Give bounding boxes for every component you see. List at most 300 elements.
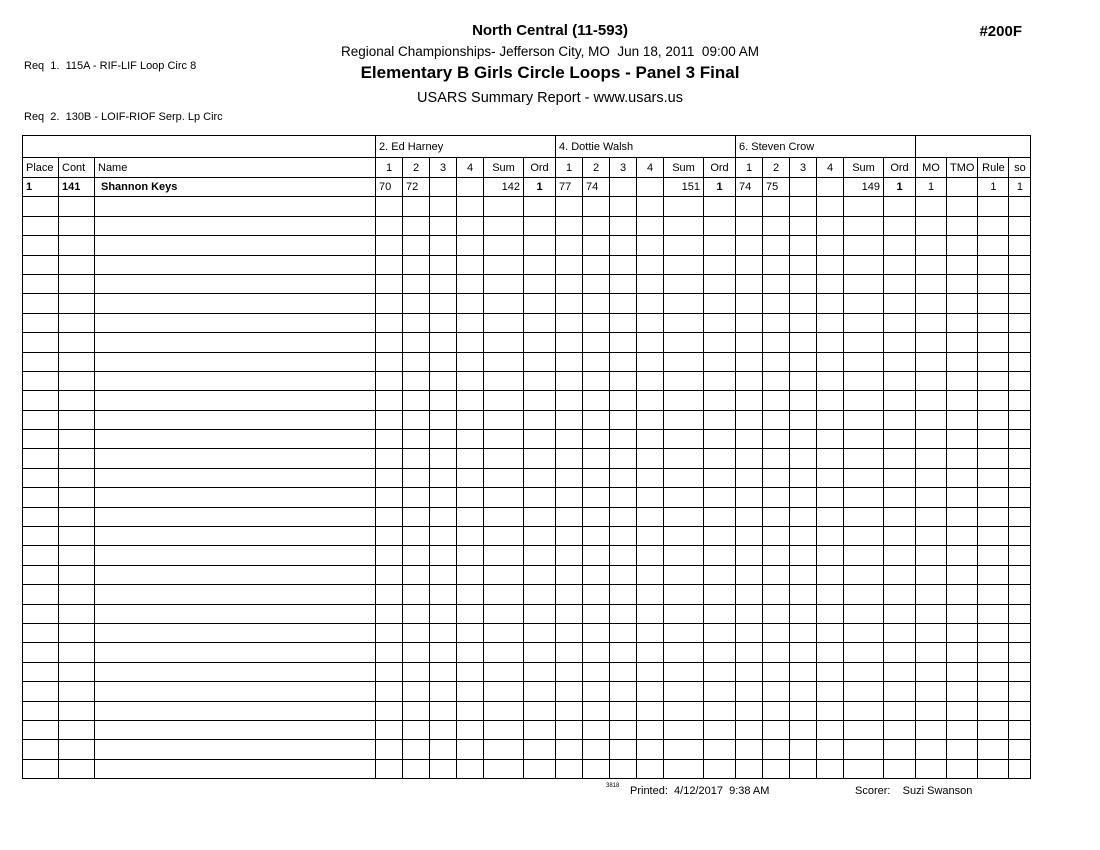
empty-row bbox=[23, 352, 1031, 371]
empty-cell bbox=[704, 274, 736, 293]
empty-cell bbox=[916, 294, 947, 313]
score-cell-judge1-2: 72 bbox=[403, 178, 430, 197]
empty-cell bbox=[664, 604, 704, 623]
empty-cell bbox=[556, 643, 583, 662]
empty-cell bbox=[23, 643, 59, 662]
empty-cell bbox=[524, 294, 556, 313]
empty-cell bbox=[524, 410, 556, 429]
empty-cell bbox=[637, 527, 664, 546]
empty-cell bbox=[947, 430, 978, 449]
empty-cell bbox=[610, 468, 637, 487]
empty-cell bbox=[95, 643, 376, 662]
empty-cell bbox=[23, 546, 59, 565]
report-header bbox=[0, 22, 1100, 106]
empty-cell bbox=[763, 274, 790, 293]
empty-cell bbox=[457, 546, 484, 565]
empty-cell bbox=[916, 449, 947, 468]
empty-cell bbox=[484, 682, 524, 701]
empty-cell bbox=[610, 565, 637, 584]
empty-cell bbox=[817, 585, 844, 604]
empty-cell bbox=[704, 643, 736, 662]
empty-cell bbox=[95, 236, 376, 255]
empty-cell bbox=[978, 720, 1009, 739]
empty-cell bbox=[1009, 255, 1031, 274]
score-cell-judge3-3 bbox=[790, 178, 817, 197]
empty-cell bbox=[583, 546, 610, 565]
empty-cell bbox=[978, 410, 1009, 429]
empty-cell bbox=[484, 197, 524, 216]
empty-cell bbox=[583, 507, 610, 526]
column-header-sum-judge2: Sum bbox=[664, 158, 704, 178]
empty-cell bbox=[524, 313, 556, 332]
empty-cell bbox=[610, 662, 637, 681]
empty-cell bbox=[583, 255, 610, 274]
empty-cell bbox=[59, 740, 95, 759]
empty-cell bbox=[556, 488, 583, 507]
empty-cell bbox=[844, 352, 884, 371]
empty-cell bbox=[916, 274, 947, 293]
empty-cell bbox=[790, 468, 817, 487]
empty-cell bbox=[430, 216, 457, 235]
score-cell-judge1-1: 70 bbox=[376, 178, 403, 197]
empty-cell bbox=[790, 643, 817, 662]
empty-cell bbox=[583, 682, 610, 701]
empty-cell bbox=[817, 371, 844, 390]
empty-cell bbox=[610, 197, 637, 216]
footer-code: 3818 bbox=[606, 783, 620, 789]
empty-cell bbox=[763, 546, 790, 565]
competitor-row bbox=[23, 178, 1031, 197]
column-header-name: Name bbox=[95, 158, 376, 178]
empty-cell bbox=[736, 527, 763, 546]
empty-cell bbox=[583, 662, 610, 681]
empty-row bbox=[23, 313, 1031, 332]
empty-cell bbox=[610, 546, 637, 565]
empty-cell bbox=[430, 371, 457, 390]
empty-cell bbox=[376, 565, 403, 584]
empty-cell bbox=[610, 585, 637, 604]
empty-cell bbox=[790, 585, 817, 604]
empty-cell bbox=[704, 391, 736, 410]
empty-cell bbox=[524, 759, 556, 778]
empty-cell bbox=[376, 643, 403, 662]
empty-cell bbox=[403, 449, 430, 468]
empty-cell bbox=[376, 720, 403, 739]
empty-cell bbox=[817, 546, 844, 565]
empty-cell bbox=[23, 449, 59, 468]
empty-cell bbox=[430, 662, 457, 681]
score-cell-judge3-1: 74 bbox=[736, 178, 763, 197]
empty-cell bbox=[884, 294, 916, 313]
empty-cell bbox=[556, 197, 583, 216]
empty-cell bbox=[403, 507, 430, 526]
empty-cell bbox=[664, 585, 704, 604]
empty-cell bbox=[430, 449, 457, 468]
empty-cell bbox=[884, 236, 916, 255]
empty-row bbox=[23, 430, 1031, 449]
empty-cell bbox=[736, 507, 763, 526]
empty-cell bbox=[484, 333, 524, 352]
empty-cell bbox=[817, 197, 844, 216]
region-title: North Central (11-593) bbox=[472, 22, 628, 39]
empty-cell bbox=[947, 546, 978, 565]
empty-cell bbox=[610, 430, 637, 449]
empty-cell bbox=[1009, 371, 1031, 390]
empty-cell bbox=[95, 527, 376, 546]
empty-cell bbox=[23, 720, 59, 739]
empty-cell bbox=[403, 333, 430, 352]
empty-cell bbox=[403, 274, 430, 293]
empty-cell bbox=[884, 682, 916, 701]
empty-cell bbox=[430, 623, 457, 642]
empty-cell bbox=[790, 313, 817, 332]
empty-cell bbox=[23, 313, 59, 332]
empty-cell bbox=[664, 197, 704, 216]
empty-cell bbox=[704, 662, 736, 681]
empty-cell bbox=[457, 274, 484, 293]
empty-cell bbox=[884, 197, 916, 216]
report-footer bbox=[0, 782, 1100, 800]
empty-cell bbox=[763, 585, 790, 604]
empty-cell bbox=[430, 488, 457, 507]
empty-cell bbox=[59, 294, 95, 313]
empty-cell bbox=[947, 527, 978, 546]
requirement-2: Req 2. 130B - LOIF-RIOF Serp. Lp Circ bbox=[24, 111, 223, 123]
empty-cell bbox=[95, 274, 376, 293]
score-cell-judge1-4 bbox=[457, 178, 484, 197]
empty-cell bbox=[947, 507, 978, 526]
form-number: #200F bbox=[979, 23, 1022, 40]
empty-cell bbox=[790, 527, 817, 546]
empty-cell bbox=[704, 236, 736, 255]
empty-cell bbox=[430, 352, 457, 371]
empty-cell bbox=[817, 740, 844, 759]
empty-cell bbox=[817, 759, 844, 778]
score-cell-judge2-1: 77 bbox=[556, 178, 583, 197]
empty-cell bbox=[403, 546, 430, 565]
empty-cell bbox=[664, 759, 704, 778]
empty-cell bbox=[884, 585, 916, 604]
empty-cell bbox=[978, 313, 1009, 332]
empty-cell bbox=[95, 565, 376, 584]
empty-cell bbox=[637, 546, 664, 565]
empty-row bbox=[23, 759, 1031, 778]
empty-cell bbox=[484, 546, 524, 565]
empty-cell bbox=[457, 662, 484, 681]
empty-cell bbox=[95, 294, 376, 313]
empty-cell bbox=[403, 430, 430, 449]
empty-cell bbox=[484, 216, 524, 235]
empty-cell bbox=[978, 643, 1009, 662]
empty-cell bbox=[947, 236, 978, 255]
empty-cell bbox=[947, 488, 978, 507]
column-header-tmo: TMO bbox=[947, 158, 978, 178]
empty-cell bbox=[817, 565, 844, 584]
empty-cell bbox=[817, 430, 844, 449]
empty-cell bbox=[947, 623, 978, 642]
empty-cell bbox=[637, 313, 664, 332]
empty-cell bbox=[610, 740, 637, 759]
empty-cell bbox=[59, 371, 95, 390]
empty-cell bbox=[844, 701, 884, 720]
empty-cell bbox=[704, 604, 736, 623]
empty-cell bbox=[844, 216, 884, 235]
empty-cell bbox=[583, 313, 610, 332]
empty-cell bbox=[457, 507, 484, 526]
empty-cell bbox=[610, 313, 637, 332]
empty-cell bbox=[947, 740, 978, 759]
empty-cell bbox=[59, 468, 95, 487]
empty-cell bbox=[947, 294, 978, 313]
empty-cell bbox=[457, 430, 484, 449]
empty-cell bbox=[947, 333, 978, 352]
empty-cell bbox=[790, 391, 817, 410]
empty-cell bbox=[790, 274, 817, 293]
empty-cell bbox=[704, 313, 736, 332]
empty-cell bbox=[763, 352, 790, 371]
empty-cell bbox=[484, 294, 524, 313]
empty-cell bbox=[844, 604, 884, 623]
column-header-sum-judge1: Sum bbox=[484, 158, 524, 178]
empty-cell bbox=[610, 527, 637, 546]
empty-cell bbox=[790, 759, 817, 778]
judge-row-spacer-left bbox=[23, 136, 376, 158]
empty-cell bbox=[817, 682, 844, 701]
empty-cell bbox=[947, 449, 978, 468]
empty-cell bbox=[59, 546, 95, 565]
empty-cell bbox=[978, 623, 1009, 642]
empty-cell bbox=[763, 449, 790, 468]
empty-cell bbox=[610, 604, 637, 623]
empty-cell bbox=[1009, 352, 1031, 371]
empty-cell bbox=[95, 759, 376, 778]
empty-cell bbox=[637, 740, 664, 759]
empty-cell bbox=[23, 527, 59, 546]
empty-cell bbox=[790, 352, 817, 371]
empty-cell bbox=[664, 527, 704, 546]
empty-cell bbox=[376, 701, 403, 720]
empty-cell bbox=[457, 468, 484, 487]
empty-cell bbox=[704, 449, 736, 468]
empty-cell bbox=[95, 585, 376, 604]
empty-cell bbox=[95, 507, 376, 526]
empty-cell bbox=[763, 391, 790, 410]
empty-cell bbox=[403, 585, 430, 604]
empty-cell bbox=[704, 623, 736, 642]
requirement-1: Req 1. 115A - RIF-LIF Loop Circ 8 bbox=[24, 60, 197, 72]
empty-cell bbox=[610, 333, 637, 352]
empty-cell bbox=[978, 449, 1009, 468]
empty-cell bbox=[884, 371, 916, 390]
empty-cell bbox=[704, 488, 736, 507]
empty-cell bbox=[610, 236, 637, 255]
empty-cell bbox=[637, 565, 664, 584]
empty-cell bbox=[664, 410, 704, 429]
column-header-4-judge1: 4 bbox=[457, 158, 484, 178]
empty-cell bbox=[817, 333, 844, 352]
empty-cell bbox=[790, 294, 817, 313]
empty-cell bbox=[1009, 488, 1031, 507]
column-header-2-judge3: 2 bbox=[763, 158, 790, 178]
empty-cell bbox=[484, 565, 524, 584]
empty-cell bbox=[1009, 274, 1031, 293]
empty-cell bbox=[524, 274, 556, 293]
column-header-ord-judge2: Ord bbox=[704, 158, 736, 178]
empty-cell bbox=[884, 449, 916, 468]
empty-cell bbox=[790, 430, 817, 449]
empty-cell bbox=[817, 352, 844, 371]
empty-cell bbox=[1009, 565, 1031, 584]
empty-cell bbox=[704, 740, 736, 759]
mo-cell: 1 bbox=[916, 178, 947, 197]
empty-cell bbox=[403, 662, 430, 681]
empty-cell bbox=[376, 333, 403, 352]
column-header-place: Place bbox=[23, 158, 59, 178]
empty-cell bbox=[1009, 720, 1031, 739]
empty-cell bbox=[763, 701, 790, 720]
empty-cell bbox=[884, 546, 916, 565]
place-cell: 1 bbox=[23, 178, 59, 197]
judge-row-spacer-right bbox=[916, 136, 1031, 158]
empty-cell bbox=[817, 527, 844, 546]
empty-cell bbox=[978, 488, 1009, 507]
empty-cell bbox=[763, 623, 790, 642]
so-cell: 1 bbox=[1009, 178, 1031, 197]
empty-cell bbox=[484, 371, 524, 390]
empty-cell bbox=[524, 255, 556, 274]
empty-row bbox=[23, 662, 1031, 681]
empty-cell bbox=[664, 682, 704, 701]
empty-cell bbox=[556, 274, 583, 293]
empty-cell bbox=[457, 391, 484, 410]
empty-cell bbox=[947, 682, 978, 701]
empty-cell bbox=[610, 255, 637, 274]
empty-cell bbox=[583, 740, 610, 759]
empty-cell bbox=[59, 720, 95, 739]
empty-cell bbox=[844, 449, 884, 468]
empty-cell bbox=[484, 604, 524, 623]
empty-cell bbox=[817, 662, 844, 681]
empty-cell bbox=[376, 236, 403, 255]
empty-cell bbox=[844, 527, 884, 546]
cont-number-cell: 141 bbox=[59, 178, 95, 197]
empty-cell bbox=[610, 623, 637, 642]
empty-cell bbox=[1009, 585, 1031, 604]
column-header-ord-judge3: Ord bbox=[884, 158, 916, 178]
empty-cell bbox=[23, 294, 59, 313]
empty-cell bbox=[59, 313, 95, 332]
empty-cell bbox=[916, 371, 947, 390]
empty-cell bbox=[23, 585, 59, 604]
empty-cell bbox=[978, 507, 1009, 526]
empty-cell bbox=[59, 662, 95, 681]
column-header-4-judge3: 4 bbox=[817, 158, 844, 178]
empty-cell bbox=[430, 274, 457, 293]
empty-cell bbox=[556, 430, 583, 449]
empty-row bbox=[23, 701, 1031, 720]
empty-cell bbox=[844, 643, 884, 662]
empty-cell bbox=[484, 720, 524, 739]
empty-cell bbox=[484, 255, 524, 274]
empty-cell bbox=[23, 623, 59, 642]
empty-cell bbox=[430, 507, 457, 526]
sum-cell-judge3: 149 bbox=[844, 178, 884, 197]
empty-cell bbox=[430, 313, 457, 332]
empty-cell bbox=[59, 604, 95, 623]
empty-cell bbox=[637, 682, 664, 701]
empty-cell bbox=[817, 507, 844, 526]
empty-cell bbox=[844, 740, 884, 759]
empty-cell bbox=[947, 759, 978, 778]
empty-cell bbox=[736, 546, 763, 565]
empty-cell bbox=[610, 507, 637, 526]
empty-cell bbox=[817, 313, 844, 332]
empty-cell bbox=[637, 410, 664, 429]
empty-cell bbox=[95, 720, 376, 739]
score-cell-judge1-3 bbox=[430, 178, 457, 197]
empty-cell bbox=[403, 352, 430, 371]
empty-cell bbox=[23, 333, 59, 352]
empty-cell bbox=[23, 274, 59, 293]
empty-cell bbox=[430, 585, 457, 604]
empty-cell bbox=[637, 468, 664, 487]
empty-cell bbox=[95, 488, 376, 507]
empty-cell bbox=[763, 430, 790, 449]
empty-cell bbox=[884, 430, 916, 449]
empty-cell bbox=[844, 294, 884, 313]
empty-cell bbox=[763, 468, 790, 487]
empty-cell bbox=[457, 371, 484, 390]
empty-cell bbox=[430, 468, 457, 487]
empty-cell bbox=[430, 527, 457, 546]
empty-cell bbox=[978, 236, 1009, 255]
empty-cell bbox=[376, 604, 403, 623]
empty-cell bbox=[637, 585, 664, 604]
empty-cell bbox=[457, 313, 484, 332]
empty-cell bbox=[23, 565, 59, 584]
empty-cell bbox=[790, 682, 817, 701]
empty-cell bbox=[583, 410, 610, 429]
empty-cell bbox=[1009, 197, 1031, 216]
empty-cell bbox=[95, 604, 376, 623]
empty-cell bbox=[736, 468, 763, 487]
empty-cell bbox=[637, 759, 664, 778]
empty-cell bbox=[844, 662, 884, 681]
empty-cell bbox=[23, 701, 59, 720]
empty-cell bbox=[403, 759, 430, 778]
empty-cell bbox=[457, 294, 484, 313]
empty-cell bbox=[59, 507, 95, 526]
empty-cell bbox=[59, 682, 95, 701]
empty-cell bbox=[844, 371, 884, 390]
empty-cell bbox=[610, 410, 637, 429]
empty-cell bbox=[884, 391, 916, 410]
empty-cell bbox=[763, 371, 790, 390]
empty-cell bbox=[884, 255, 916, 274]
empty-cell bbox=[736, 294, 763, 313]
empty-cell bbox=[430, 236, 457, 255]
empty-cell bbox=[1009, 449, 1031, 468]
empty-cell bbox=[95, 449, 376, 468]
empty-cell bbox=[430, 604, 457, 623]
empty-cell bbox=[484, 623, 524, 642]
empty-cell bbox=[95, 371, 376, 390]
empty-cell bbox=[376, 585, 403, 604]
empty-cell bbox=[844, 391, 884, 410]
empty-cell bbox=[664, 565, 704, 584]
empty-cell bbox=[95, 623, 376, 642]
empty-cell bbox=[817, 410, 844, 429]
